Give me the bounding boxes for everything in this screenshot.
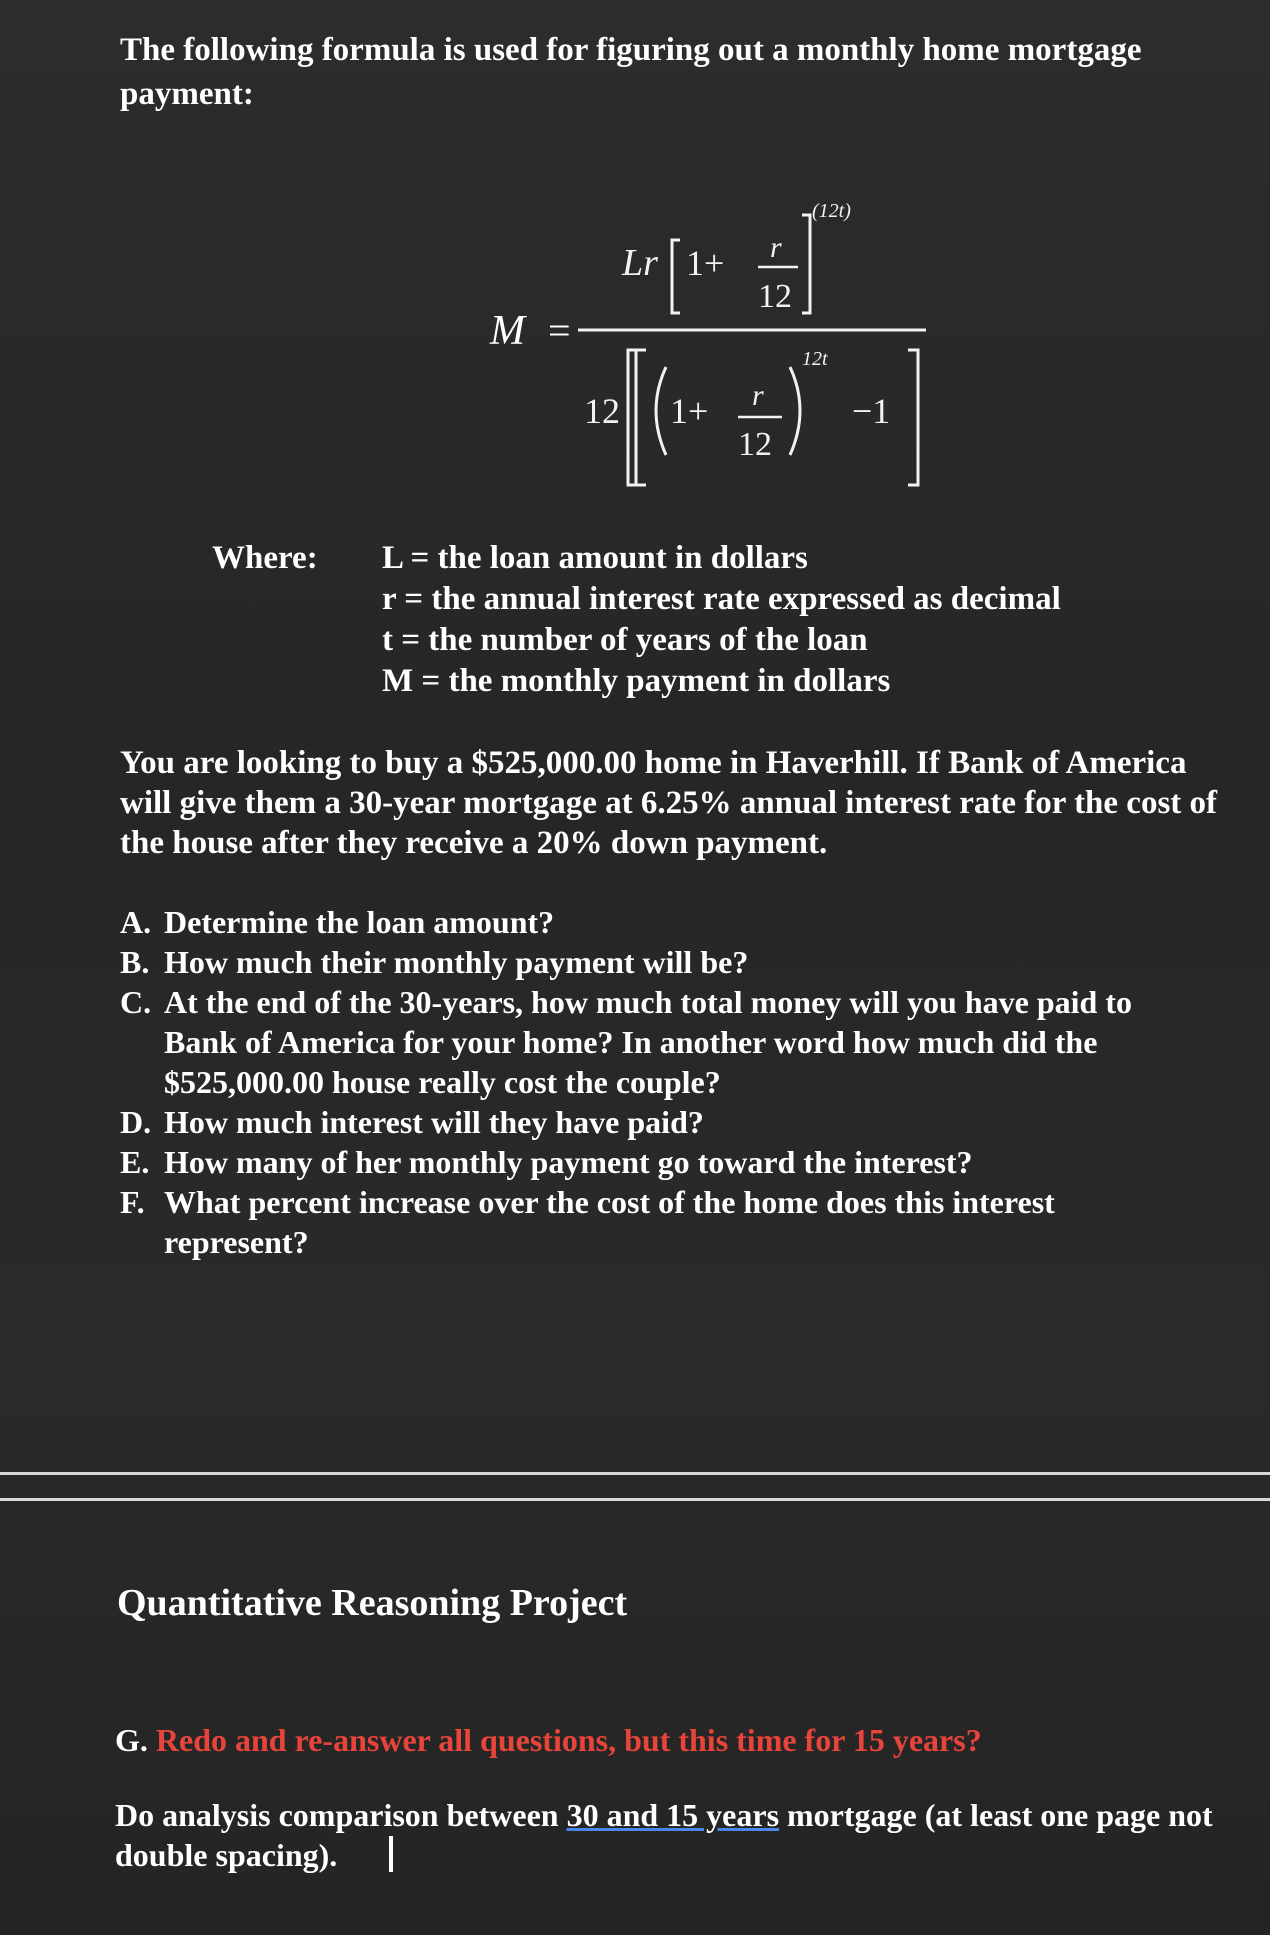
analysis-underlined-text: 30 and 15 years xyxy=(566,1797,780,1833)
question-text: At the end of the 30-years, how much total money will you have paid to Bank of America for your home? In another word how much did the $525,000.00 house really cost the couple? xyxy=(164,984,1132,1100)
page-divider-top xyxy=(0,1472,1270,1475)
definition-r: r = the annual interest rate expressed as decimal xyxy=(382,581,1061,617)
question-d xyxy=(120,1102,1200,1142)
definition-l: L = the loan amount in dollars xyxy=(382,540,808,576)
denominator-one-plus: 1+ xyxy=(670,391,709,431)
definition-t: t = the number of years of the loan xyxy=(382,622,868,658)
question-text: How much interest will they have paid? xyxy=(164,1104,704,1140)
analysis-text-after: mortgage (at least one page not double spacing). xyxy=(115,1797,1213,1873)
denominator-exponent: 12t xyxy=(802,348,828,370)
section-title: Quantitative Reasoning Project xyxy=(117,1582,628,1624)
definition-m: M = the monthly payment in dollars xyxy=(382,663,891,699)
question-g xyxy=(115,1720,1215,1760)
text-cursor xyxy=(389,1836,393,1872)
question-text: What percent increase over the cost of the home does this interest represent? xyxy=(164,1184,1055,1260)
question-letter: C. xyxy=(120,984,152,1020)
where-label: Where: xyxy=(212,540,318,576)
question-letter: A. xyxy=(120,904,152,940)
page-divider-bottom xyxy=(0,1498,1270,1501)
numerator-exponent: (12t) xyxy=(812,200,851,222)
question-letter: E. xyxy=(120,1144,150,1180)
denominator-r: r xyxy=(752,379,764,412)
question-g-text: Redo and re-answer all questions, but this time for 15 years? xyxy=(155,1722,982,1758)
question-text: How many of her monthly payment go toward the interest? xyxy=(164,1144,973,1180)
denominator-twelve: 12 xyxy=(584,391,620,431)
denominator-twelve-inner: 12 xyxy=(738,426,772,463)
formula-lhs: M xyxy=(490,308,525,354)
question-b xyxy=(120,942,1200,982)
question-text: How much their monthly payment will be? xyxy=(164,944,749,980)
analysis-text-before: Do analysis comparison between xyxy=(115,1797,567,1833)
numerator-one-plus: 1+ xyxy=(686,243,725,283)
mortgage-formula xyxy=(480,195,940,495)
question-g-letter: G. xyxy=(115,1722,148,1758)
question-letter: B. xyxy=(120,944,150,980)
question-a xyxy=(120,902,1200,942)
numerator-r: r xyxy=(770,231,782,264)
question-text: Determine the loan amount? xyxy=(164,904,555,940)
question-c xyxy=(120,982,1200,1102)
formula-fraction xyxy=(480,195,940,495)
denominator-minus-one: −1 xyxy=(852,391,891,431)
question-e xyxy=(120,1142,1200,1182)
question-letter: F. xyxy=(120,1184,145,1220)
intro-text: The following formula is used for figuring out a monthly home mortgage payment: xyxy=(120,32,1142,112)
numerator-twelve: 12 xyxy=(758,278,792,315)
analysis-instruction[interactable] xyxy=(115,1795,1235,1875)
question-letter: D. xyxy=(120,1104,152,1140)
scenario-text: You are looking to buy a $525,000.00 home in Haverhill. If Bank of America will give them a 30-year mortgage at 6.25% annual interest rate for the cost of the house after they receive a 20% down payment. xyxy=(120,745,1218,861)
numerator-lr: Lr xyxy=(622,242,658,284)
question-f xyxy=(120,1182,1200,1262)
formula-equals: = xyxy=(548,308,571,353)
variable-definitions xyxy=(382,538,1061,702)
question-list xyxy=(120,902,1200,1262)
